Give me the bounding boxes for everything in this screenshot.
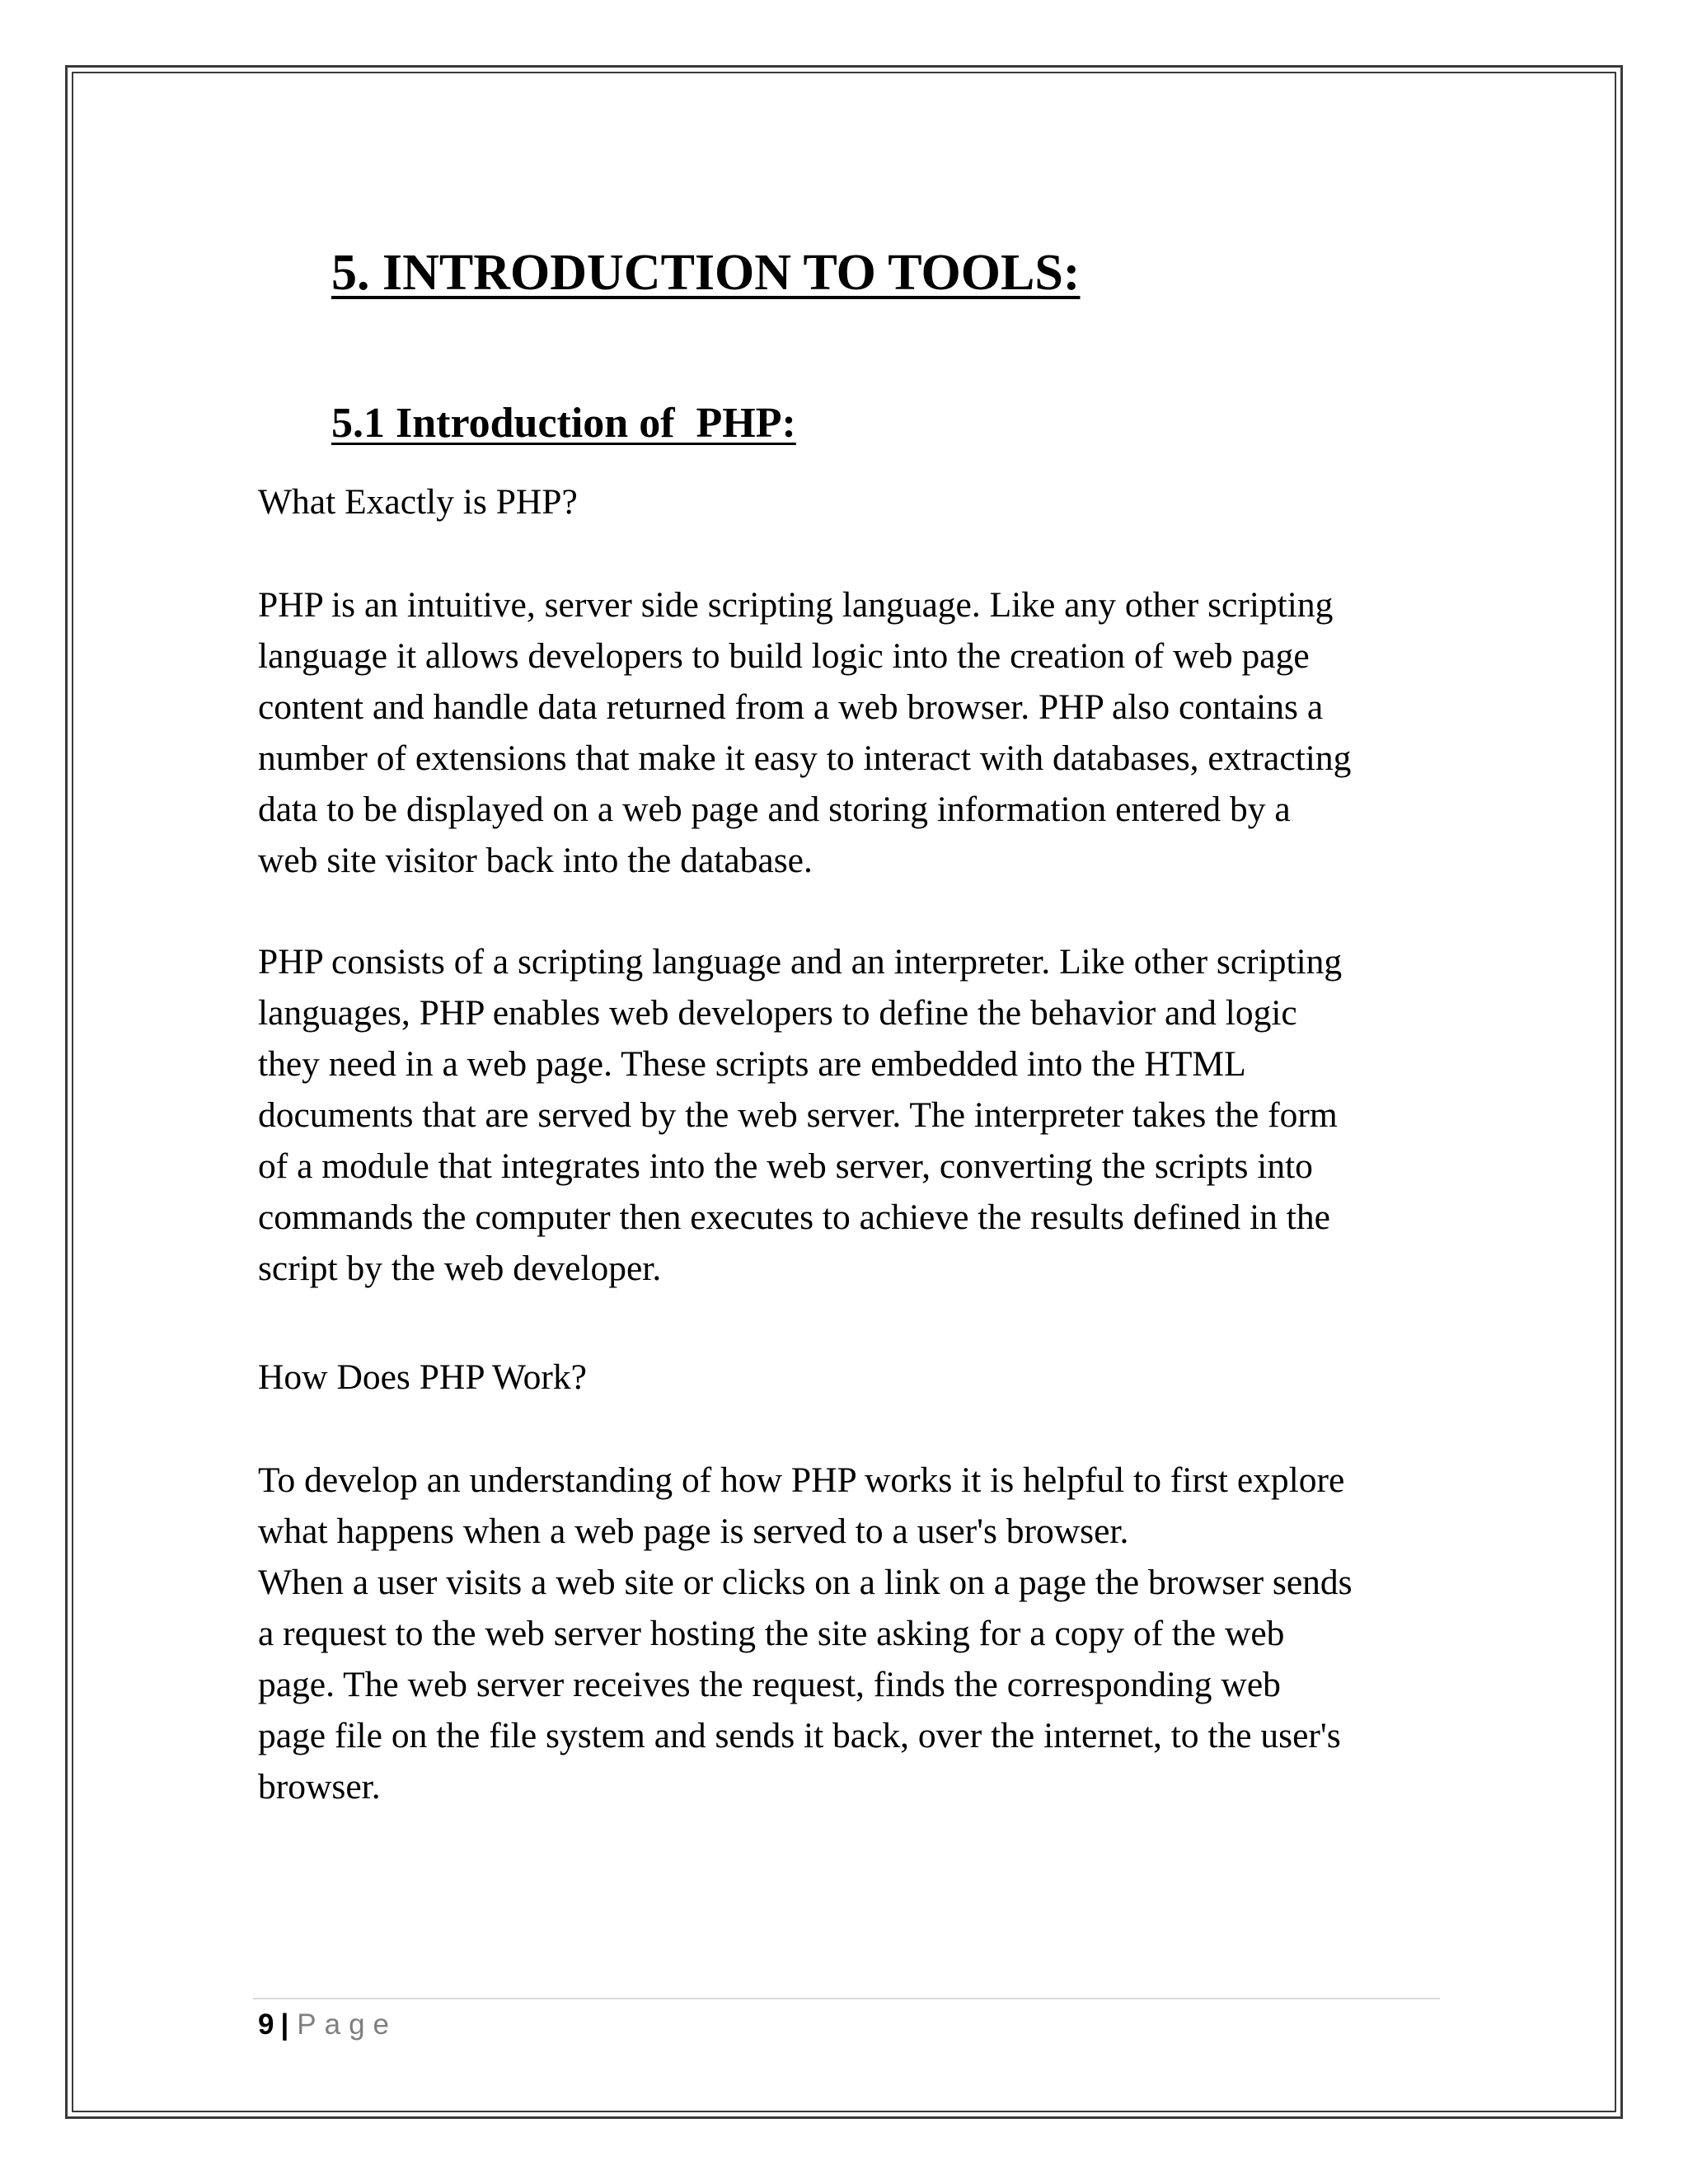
question-what-is-php — [258, 476, 578, 527]
text-line: data to be displayed on a web page and storing information entered by a — [258, 790, 1291, 829]
footer-divider — [253, 1998, 1440, 1999]
text-line: page file on the file system and sends it back, over the internet, to the user's — [258, 1716, 1341, 1755]
text-line: page. The web server receives the request, finds the corresponding web — [258, 1665, 1281, 1704]
page-footer — [258, 2004, 397, 2046]
text-line: language it allows developers to build logic into the creation of web page — [258, 636, 1310, 676]
text-line: a request to the web server hosting the site asking for a copy of the web — [258, 1614, 1285, 1653]
section-heading: 5. INTRODUCTION TO TOOLS: — [331, 245, 1081, 301]
text-line: content and handle data returned from a web browser. PHP also contains a — [258, 687, 1324, 727]
text-line: To develop an understanding of how PHP works it is helpful to first explore — [258, 1460, 1345, 1500]
paragraph-php-interpreter — [258, 936, 1342, 1294]
text-line: What Exactly is PHP? — [258, 482, 578, 522]
footer-separator: | — [280, 2008, 289, 2041]
text-line: documents that are served by the web server. The interpreter takes the form — [258, 1095, 1338, 1135]
question-how-php-works — [258, 1352, 587, 1403]
text-line: web site visitor back into the database. — [258, 841, 813, 880]
text-line: script by the web developer. — [258, 1249, 662, 1288]
page-label: Page — [297, 2008, 398, 2041]
subsection-heading: 5.1 Introduction of PHP: — [331, 400, 796, 447]
text-line: they need in a web page. These scripts are embedded into the HTML — [258, 1044, 1246, 1084]
text-line: commands the computer then executes to achieve the results defined in the — [258, 1197, 1330, 1237]
text-line: languages, PHP enables web developers to define the behavior and logic — [258, 993, 1297, 1033]
paragraph-how-php-works — [258, 1455, 1353, 1812]
text-line: How Does PHP Work? — [258, 1357, 587, 1397]
text-line: PHP consists of a scripting language and an interpreter. Like other scripting — [258, 942, 1343, 982]
text-line: number of extensions that make it easy to interact with databases, extracting — [258, 738, 1352, 778]
text-line: browser. — [258, 1767, 381, 1807]
page-number: 9 — [258, 2008, 274, 2041]
text-line: When a user visits a web site or clicks on a link on a page the browser sends — [258, 1563, 1353, 1602]
text-line: what happens when a web page is served to a user's browser. — [258, 1511, 1129, 1551]
text-line: of a module that integrates into the web server, converting the scripts into — [258, 1146, 1313, 1186]
paragraph-php-overview — [258, 579, 1351, 886]
text-line: PHP is an intuitive, server side scripting language. Like any other scripting — [258, 585, 1334, 625]
